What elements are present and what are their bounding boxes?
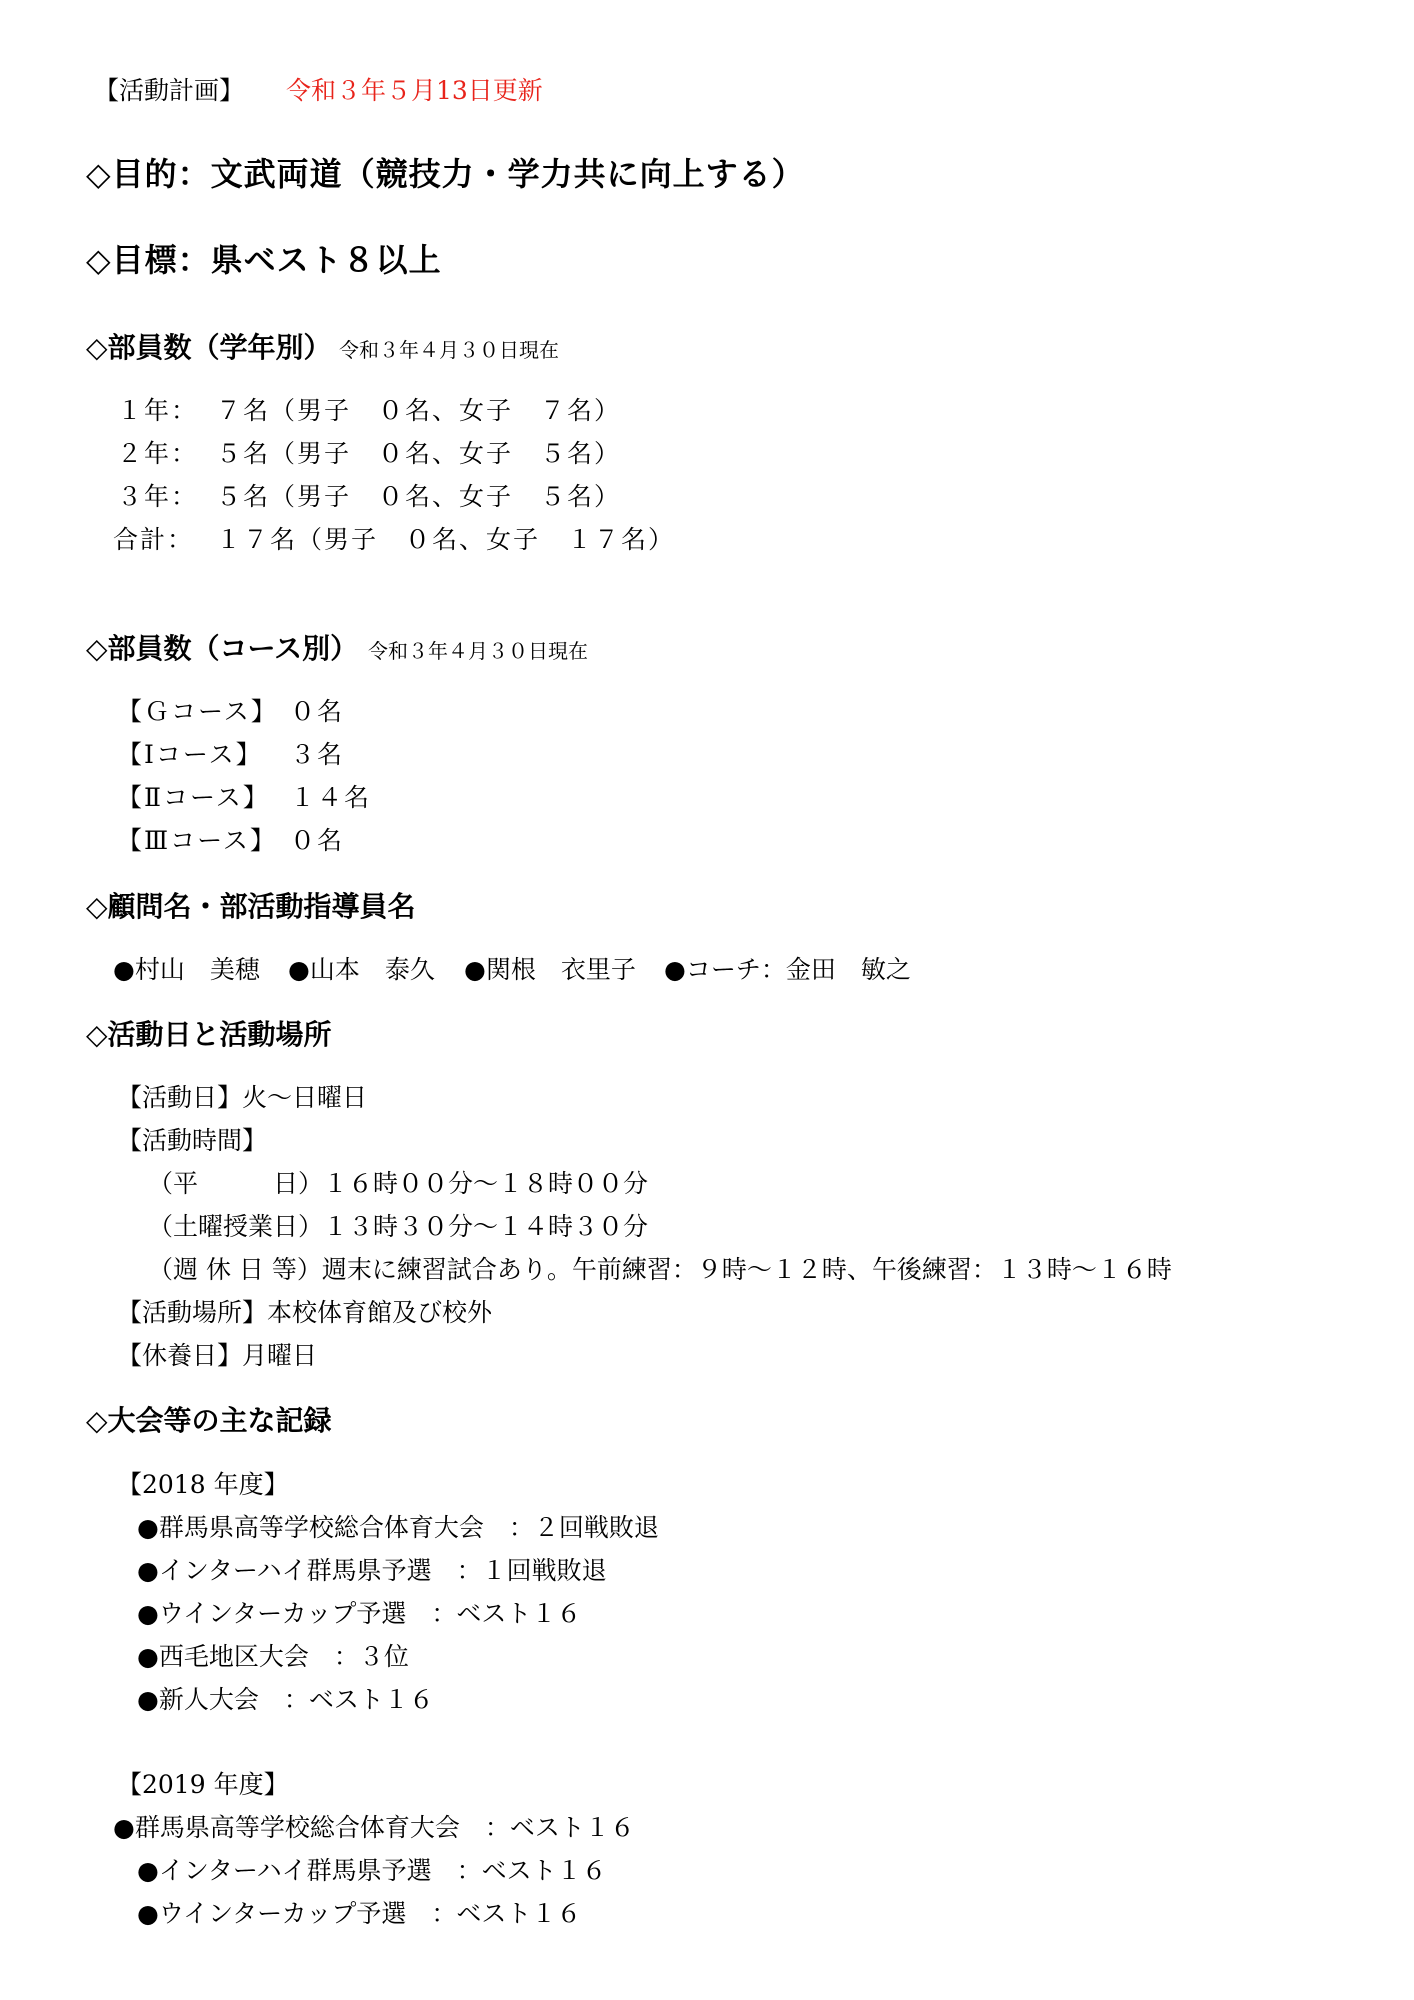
records-2018-label: 【2018 年度】: [117, 1470, 289, 1499]
record-item: ●群馬県高等学校総合体育大会 ：ベスト１６: [113, 1813, 635, 1842]
activity-days: 【活動日】火～日曜日: [117, 1083, 368, 1112]
grade-row-value: ５名（男子 ０名、女子 ５名）: [216, 439, 622, 468]
course-row-value: ０名: [290, 826, 345, 855]
record-item: ●ウインターカップ予選 ：ベスト１６: [137, 1599, 582, 1628]
course-row-label: 【Ⅲコース】: [117, 826, 277, 855]
updated-date: 令和３年５月13日更新: [286, 76, 543, 105]
course-row-value: ３名: [290, 740, 345, 769]
record-item: ●インターハイ群馬県予選 ：ベスト１６: [137, 1856, 607, 1885]
activity-rest-day: 【休養日】月曜日: [117, 1341, 318, 1370]
activity-place: 【活動場所】本校体育館及び校外: [117, 1298, 493, 1327]
record-item: ●西毛地区大会 ：３位: [137, 1642, 409, 1671]
grade-row-label: ３年：: [117, 482, 199, 511]
goal-heading: ◇目標：県ベスト８以上: [86, 241, 442, 279]
course-row-value: １４名: [290, 783, 372, 812]
records-2019-label: 【2019 年度】: [117, 1770, 289, 1799]
plan-label: 【活動計画】: [94, 76, 245, 105]
course-row-label: 【Ⅱコース】: [117, 783, 270, 812]
advisor-name: ●関根 衣里子: [464, 955, 636, 984]
advisor-name: ●村山 美穂: [113, 955, 260, 984]
grade-row-label: ２年：: [117, 439, 199, 468]
record-item: ●ウインターカップ予選 ：ベスト１６: [137, 1899, 582, 1928]
members-by-course-as-of: 令和３年４月３０日現在: [368, 639, 588, 663]
record-item: ●新人大会 ：ベスト１６: [137, 1685, 434, 1714]
activity-weekday: （平 日）１６時００分～１８時００分: [148, 1169, 649, 1198]
record-item: ●群馬県高等学校総合体育大会 ：２回戦敗退: [137, 1513, 659, 1542]
activity-saturday: （土曜授業日）１３時３０分～１４時３０分: [148, 1212, 649, 1241]
activity-hours-label: 【活動時間】: [117, 1126, 268, 1155]
members-by-course-heading: ◇部員数（コース別）: [86, 632, 359, 665]
grade-row-value: ５名（男子 ０名、女子 ５名）: [216, 482, 622, 511]
members-by-grade-heading: ◇部員数（学年別）: [86, 331, 332, 364]
members-by-grade-as-of: 令和３年４月３０日現在: [339, 338, 559, 362]
grade-row-value: １７名（男子 ０名、女子 １７名）: [216, 525, 676, 554]
grade-row-label: 合計：: [113, 525, 195, 554]
advisors-heading: ◇顧問名・部活動指導員名: [86, 890, 416, 923]
course-row-value: ０名: [290, 697, 345, 726]
purpose-heading: ◇目的：文武両道（競技力・学力共に向上する）: [86, 155, 805, 193]
course-row-label: 【Ｇコース】: [117, 697, 278, 726]
record-item: ●インターハイ群馬県予選 ：１回戦敗退: [137, 1556, 607, 1585]
advisor-name: ●山本 泰久: [288, 955, 435, 984]
grade-row-value: ７名（男子 ０名、女子 ７名）: [216, 396, 622, 425]
grade-row-label: １年：: [117, 396, 199, 425]
course-row-label: 【Ⅰコース】: [117, 740, 263, 769]
activity-heading: ◇活動日と活動場所: [86, 1018, 332, 1051]
coach-name: ●コーチ：金田 敏之: [664, 955, 911, 984]
activity-holiday: （週 休 日 等）週末に練習試合あり。午前練習：９時～１２時、午後練習：１３時～１６時: [148, 1255, 1172, 1284]
records-heading: ◇大会等の主な記録: [86, 1404, 332, 1437]
